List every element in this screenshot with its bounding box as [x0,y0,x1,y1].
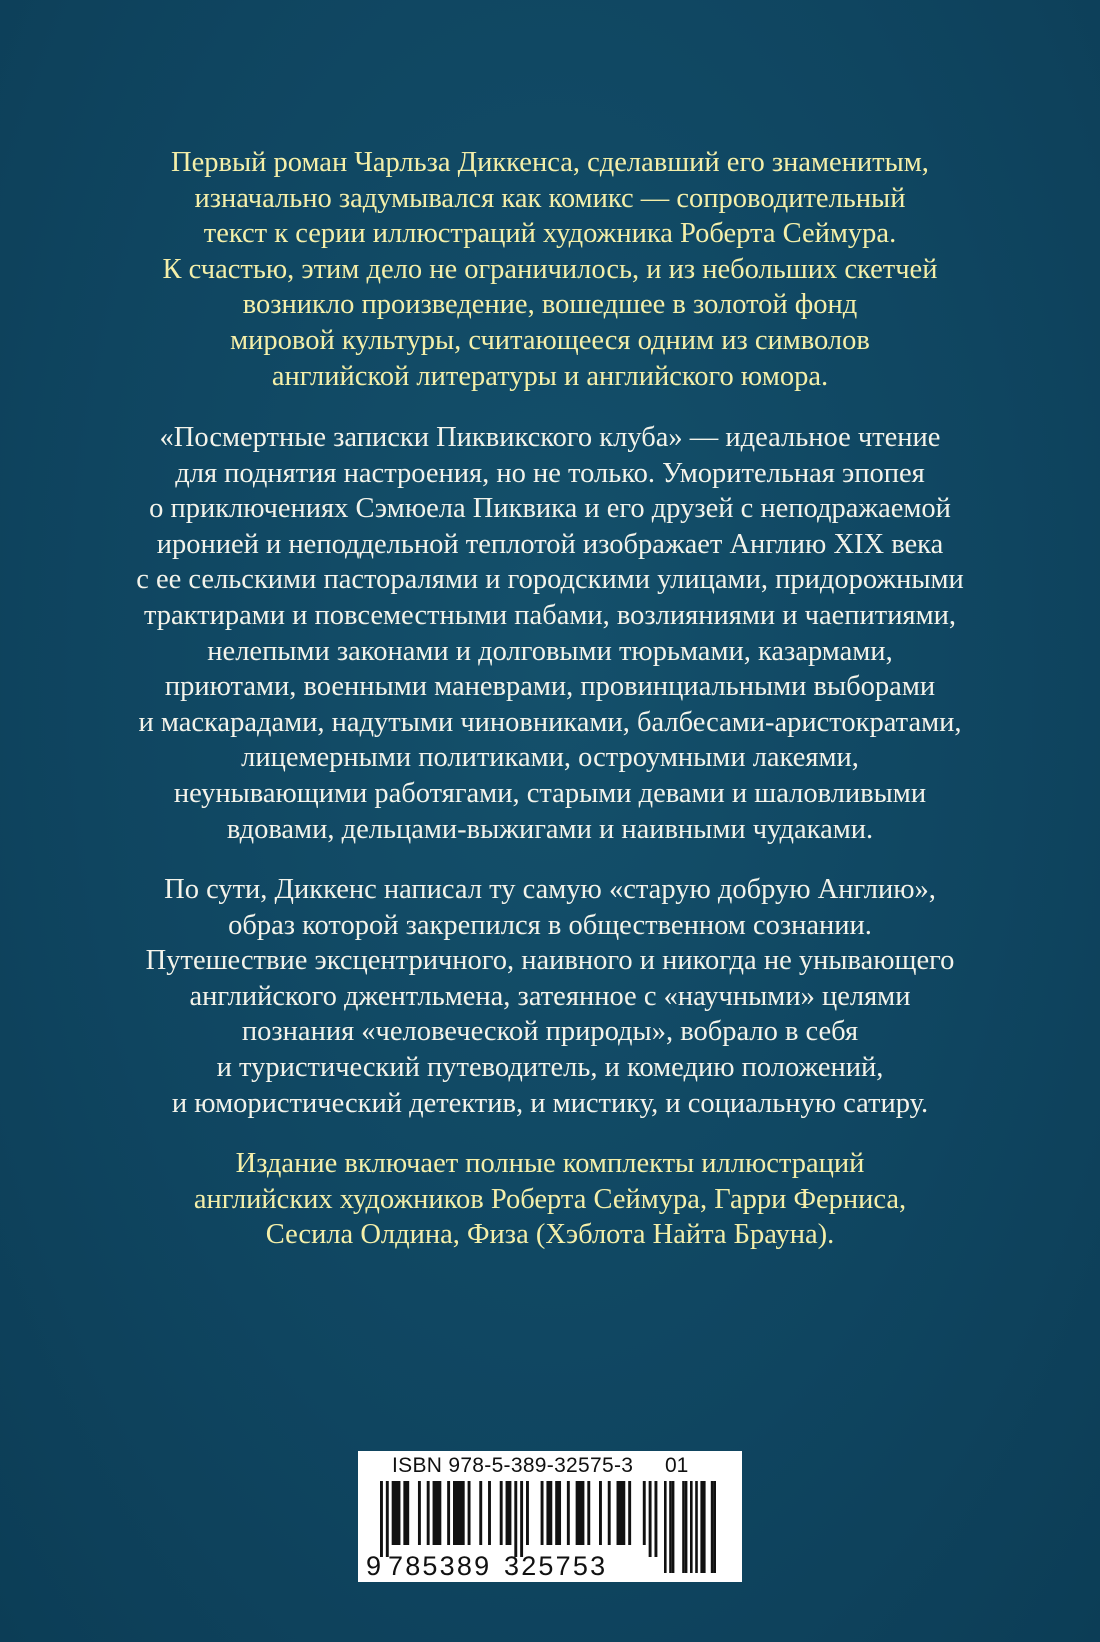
text-line: английского джентльмена, затеянное с «научными» целями [189,980,911,1012]
annotation-paragraph-4 [60,1146,1040,1253]
text-line: мировой культуры, считающееся одним из символов [230,324,870,356]
addon-bar [669,1481,672,1573]
guard-bar [520,1481,523,1557]
barcode-bar [608,1481,611,1545]
guard-bar [514,1481,517,1557]
addon-bar [703,1481,706,1573]
text-line: лицемерными политиками, остроумными лакеями, [241,742,859,774]
barcode-bar [643,1481,646,1545]
barcode-bar [500,1481,503,1545]
ean-left-digits: 785389 [388,1551,492,1581]
addon-bar [700,1481,703,1573]
text-line: неунывающими работягами, старыми девами и шаловливыми [173,777,927,809]
text-line: и туристический путеводитель, и комедию положений, [216,1051,884,1083]
text-line: изначально задумывался как комикс — сопроводительный [194,182,906,214]
barcode-bar [453,1481,465,1545]
barcode-bar [392,1481,401,1545]
annotation-paragraph-3 [60,872,1040,1121]
guard-bar [380,1481,383,1557]
text-line: Сесила Олдина, Физа (Хэблота Найта Брауна). [265,1219,835,1251]
text-line: вдовами, дельцами-выжигами и наивными чудаками. [226,813,874,845]
barcode-bar [546,1481,552,1545]
ean-right-digits: 325753 [504,1551,608,1581]
barcode-bar [567,1481,570,1545]
barcode-bar [628,1481,631,1545]
guard-bar [386,1481,389,1557]
text-line: для поднятия настроения, но не только. Уморительная эпопея [175,457,925,489]
text-line: иронией и неподдельной теплотой изображает Англию XIX века [156,528,944,560]
text-line: Первый роман Чарльза Диккенса, сделавший его знаменитым, [171,147,929,178]
addon-bar [682,1481,685,1573]
text-line: и юмористический детектив, и мистику, и социальную сатиру. [171,1087,929,1119]
guard-bar [654,1481,657,1557]
barcode-bar [479,1481,482,1545]
isbn-label: ISBN 978-5-389-32575-3 [392,1454,634,1477]
addon-bar [713,1481,716,1573]
text-line: трактирами и повсеместными пабами, возлияниями и чаепитиями, [143,599,957,631]
barcode-bar [587,1481,590,1545]
barcode-bar [433,1481,442,1545]
barcode-bar [418,1481,421,1545]
guard-bar [649,1481,652,1557]
addon-label: 01 [665,1454,689,1477]
text-line: образ которой закрепился в общественном сознании. [228,909,872,941]
annotation-paragraph-2 [60,420,1040,847]
annotation-paragraph-1 [60,145,1040,394]
barcode-bar [468,1481,471,1545]
text-line: и маскарадами, надутыми чиновниками, балбесами-аристократами, [138,706,962,738]
addon-bar [664,1481,667,1573]
text-line: Путешествие эксцентричного, наивного и никогда не унывающего [145,945,955,977]
text-line: познания «человеческой природы», вобрало в себя [241,1016,859,1048]
text-line: английских художников Роберта Сеймура, Гарри Ферниса, [193,1183,907,1215]
addon-bar [695,1481,698,1573]
text-line: текст к серии иллюстраций художника Роберта Сеймура. [203,218,897,250]
addon-bar [690,1481,693,1573]
text-line: Издание включает полные комплекты иллюстраций [235,1148,865,1179]
text-line: «Посмертные записки Пиквикского клуба» — идеальное чтение [159,422,941,453]
text-line: о приключениях Сэмюела Пиквика и его друзей с неподражаемой [149,493,951,525]
text-line: По сути, Диккенс написал ту самую «старую добрую Англию», [164,874,936,905]
text-line: нелепыми законами и долговыми тюрьмами, казармами, [207,635,893,667]
barcode-bar [447,1481,450,1545]
ean-first-digit: 9 [366,1551,382,1581]
text-line: английской литературы и английского юмора. [271,360,829,392]
barcode-bar [541,1481,544,1545]
barcode-bar [555,1481,561,1545]
text-line: приютами, военными маневрами, провинциальными выборами [164,671,936,703]
barcode-bar [599,1481,602,1545]
addon-bar [711,1481,714,1573]
addon-bar [685,1481,688,1573]
barcode-bar [403,1481,409,1545]
barcode-bar [506,1481,512,1545]
barcode-bar [427,1481,430,1545]
barcode-bar [488,1481,491,1545]
addon-bar [672,1481,675,1573]
text-line: возникло произведение, вошедшее в золотой фонд [242,289,858,321]
text-line: с ее сельскими пасторалями и городскими улицами, придорожными [136,564,964,596]
text-line: К счастью, этим дело не ограничилось, и из небольших скетчей [162,253,938,285]
barcode-bar [617,1481,626,1545]
barcode-bar [576,1481,585,1545]
barcode-bar [526,1481,529,1545]
isbn-barcode [358,1451,742,1582]
